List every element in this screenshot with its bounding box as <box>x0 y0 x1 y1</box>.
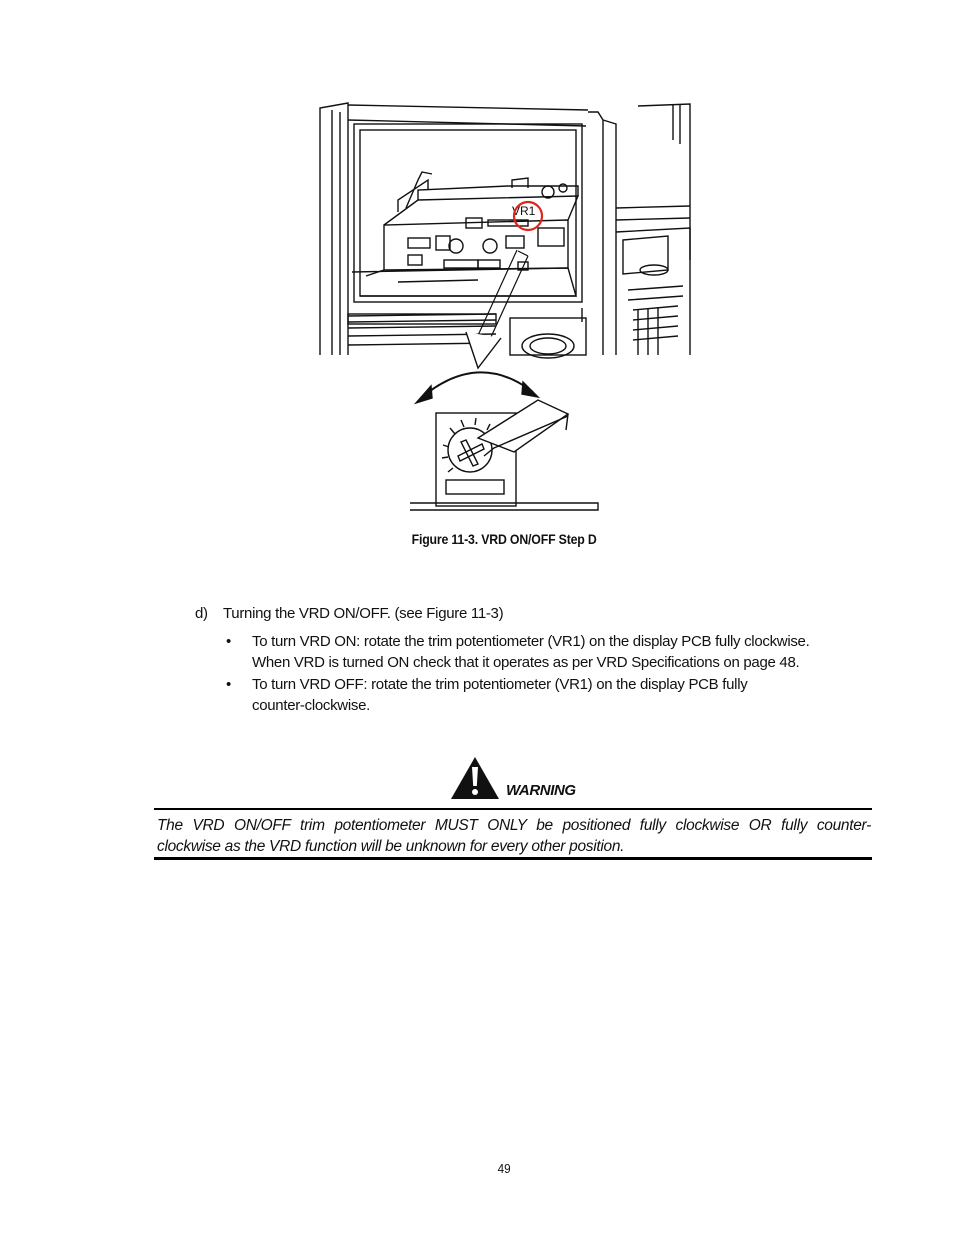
warning-text-line: clockwise as the VRD function will be unknown for every other position. <box>157 838 625 855</box>
figure-vrd-step-d <box>318 100 698 520</box>
warning-label: WARNING <box>506 782 576 799</box>
vr1-label: VR1 <box>512 204 536 218</box>
list-item <box>222 674 862 716</box>
step-label: d) <box>195 605 208 622</box>
warning-text-line: The VRD ON/OFF trim potentiometer MUST ONLY be positioned fully clockwise OR fully counter- <box>157 817 871 834</box>
warning-triangle-icon <box>450 756 500 800</box>
figure-caption: Figure 11-3. VRD ON/OFF Step D <box>411 531 597 547</box>
machine-illustration <box>318 100 698 520</box>
list-item-line: When VRD is turned ON check that it operates as per VRD Specifications on page 48. <box>252 654 800 671</box>
warning-text <box>157 815 871 857</box>
list-item-line: To turn VRD ON: rotate the trim potentiometer (VR1) on the display PCB fully clockwise. <box>252 633 810 650</box>
step-text: Turning the VRD ON/OFF. (see Figure 11-3) <box>223 605 504 622</box>
warning-bottom-rule <box>154 857 872 860</box>
list-item-line: To turn VRD OFF: rotate the trim potentiometer (VR1) on the display PCB fully <box>252 676 748 693</box>
list-item <box>222 631 862 673</box>
instruction-list <box>222 631 862 717</box>
bullet-icon: • <box>226 633 231 650</box>
page-number: 49 <box>497 1161 511 1176</box>
bullet-icon: • <box>226 676 231 693</box>
list-item-line: counter-clockwise. <box>252 697 370 714</box>
warning-top-rule <box>154 808 872 810</box>
warning-heading <box>450 756 650 800</box>
